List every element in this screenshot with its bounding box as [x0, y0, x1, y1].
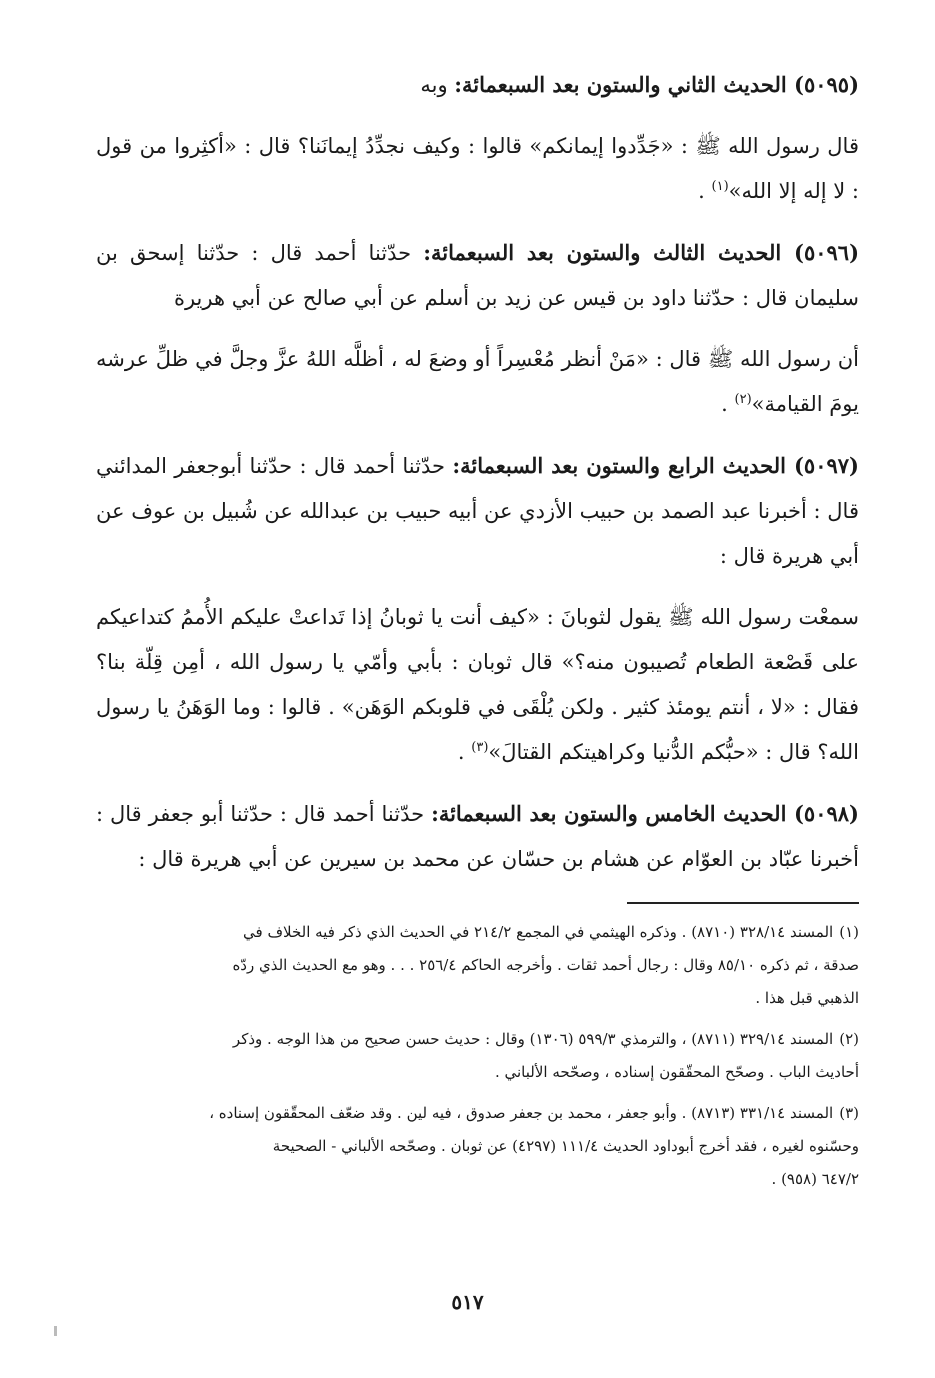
footnote-line: ٦٤٧/٢ (٩٥٨) .	[771, 1170, 859, 1188]
hadith-heading: (٥٠٩٧) الحديث الرابع والستون بعد السبعمائة:	[452, 453, 859, 478]
hadith-intro: حدّثنا أحمد قال : حدّثنا	[196, 241, 412, 265]
footnote-2	[96, 1023, 859, 1089]
footnote-ref[interactable]: (٢)	[734, 392, 752, 407]
footnote-number: (١)	[839, 923, 859, 941]
footnote-line: الذهبي قبل هذا .	[755, 989, 859, 1007]
hadith-5098	[96, 791, 859, 882]
footnote-line: صدقة ، ثم ذكره ٨٥/١٠ وقال : رجال أحمد ثقات . وأخرجه الحاكم ٢٥٦/٤ . . . وهو مع الحديث الذي ردّه	[232, 956, 859, 974]
isnad-chain: إسحق بن سليمان قال : حدّثنا داود بن قيس عن زيد بن أسلم عن أبي صالح عن أبي هريرة	[96, 241, 859, 310]
footnote-ref[interactable]: (١)	[711, 179, 729, 194]
isnad-chain: أبوجعفر المدائني قال : أخبرنا عبد الصمد بن حبيب الأزدي عن أبيه حبيب بن عبدالله عن شُبيل بن عوف عن أبي هريرة قال :	[96, 454, 859, 568]
hadith-intro: وبه	[420, 73, 448, 97]
isnad-chain: أبو جعفر قال : أخبرنا عبّاد بن العوّام عن هشام بن حسّان عن محمد بن سيرين عن أبي هريرة قال :	[96, 802, 859, 871]
footnote-3	[96, 1097, 859, 1196]
footnote-line: أحاديث الباب . وصحّح المحقّقون إسناده ، وصحّحه الألباني .	[494, 1063, 859, 1081]
hadith-heading: (٥٠٩٦) الحديث الثالث والستون بعد السبعمائة:	[423, 240, 859, 265]
footnote-divider	[627, 902, 859, 904]
hadith-text-tail: .	[457, 740, 472, 764]
hadith-text-end: الله؟ قال : «حبُّكم الدُّنيا وكراهيتكم القتالَ»	[488, 740, 859, 764]
footnote-line: المسند ٣٣١/١٤ (٨٧١٣) . وأبو جعفر ، محمد بن جعفر صدوق ، فيه لين . وقد ضعّف المحقّقون إسناده ،	[209, 1104, 834, 1122]
hadith-text-tail: .	[698, 179, 712, 203]
hadith-5097-text	[96, 595, 859, 775]
hadith-text-end: قول : لا إله إلا الله»	[96, 134, 859, 203]
hadith-intro: حدّثنا أحمد قال : حدّثنا	[230, 802, 425, 826]
hadith-text: قال رسول الله ﷺ : «جَدِّدوا إيمانكم» قالوا : وكيف نجدِّدُ إيمانَنا؟ قال : «أكثِروا من	[139, 134, 859, 158]
hadith-text-end: يومَ القيامة»	[751, 392, 859, 416]
footnote-line: المسند ٣٢٩/١٤ (٨٧١١) ، والترمذي ٥٩٩/٣ (١٣٠٦) وقال : حديث حسن صحيح من هذا الوجه . وذكر	[232, 1030, 834, 1048]
hadith-intro: حدّثنا أحمد قال : حدّثنا	[249, 454, 445, 478]
footnote-line: وحسّنوه لغيره ، فقد أخرج أبوداود الحديث ١١١/٤ (٤٢٩٧) عن ثوبان . وصحّحه الألباني - الصحيحة	[272, 1137, 859, 1155]
hadith-text-tail: .	[721, 392, 735, 416]
hadith-5095-text	[96, 124, 859, 214]
footnote-line: المسند ٣٢٨/١٤ (٨٧١٠) . وذكره الهيثمي في المجمع ٢١٤/٢ في الحديث الذي ذكر فيه الخلاف في	[243, 923, 834, 941]
footnote-number: (٣)	[839, 1104, 859, 1122]
hadith-heading: (٥٠٩٨) الحديث الخامس والستون بعد السبعمائة:	[431, 801, 859, 826]
hadith-5096	[96, 230, 859, 321]
footnote-ref[interactable]: (٣)	[471, 740, 489, 755]
footnote-number: (٢)	[839, 1030, 859, 1048]
hadith-text: سمعْت رسول الله ﷺ يقول لثوبانَ : «كيف أنت يا ثوبانُ إذا تَداعتْ عليكم الأُممُ كتداعيكم على قَصْعة الطعام تُصيبون منه؟» قال ثوبان : بأبي وأمّي يا رسول الله ، أمِن قِلّة بنا؟ فقال : «لا ، أنتم يومئذ كثير . ولكن يُلْقَى في قلوبكم الوَهَن» . قالوا : وما الوَهَنُ يا رسول	[96, 605, 859, 719]
footnotes	[96, 916, 859, 1196]
hadith-5097	[96, 443, 859, 579]
hadith-5095	[96, 62, 859, 108]
page-number: ٥١٧	[451, 1290, 484, 1314]
footnote-1	[96, 916, 859, 1015]
hadith-heading: (٥٠٩٥) الحديث الثاني والستون بعد السبعمائة:	[454, 72, 859, 97]
hadith-5096-text	[96, 337, 859, 427]
hadith-text: أن رسول الله ﷺ قال : «مَنْ أنظر مُعْسِراً أو وضعَ له ، أظلَّه اللهُ عزَّ وجلَّ في ظلِّ عرشه	[96, 347, 859, 371]
scan-mark	[54, 1326, 57, 1336]
